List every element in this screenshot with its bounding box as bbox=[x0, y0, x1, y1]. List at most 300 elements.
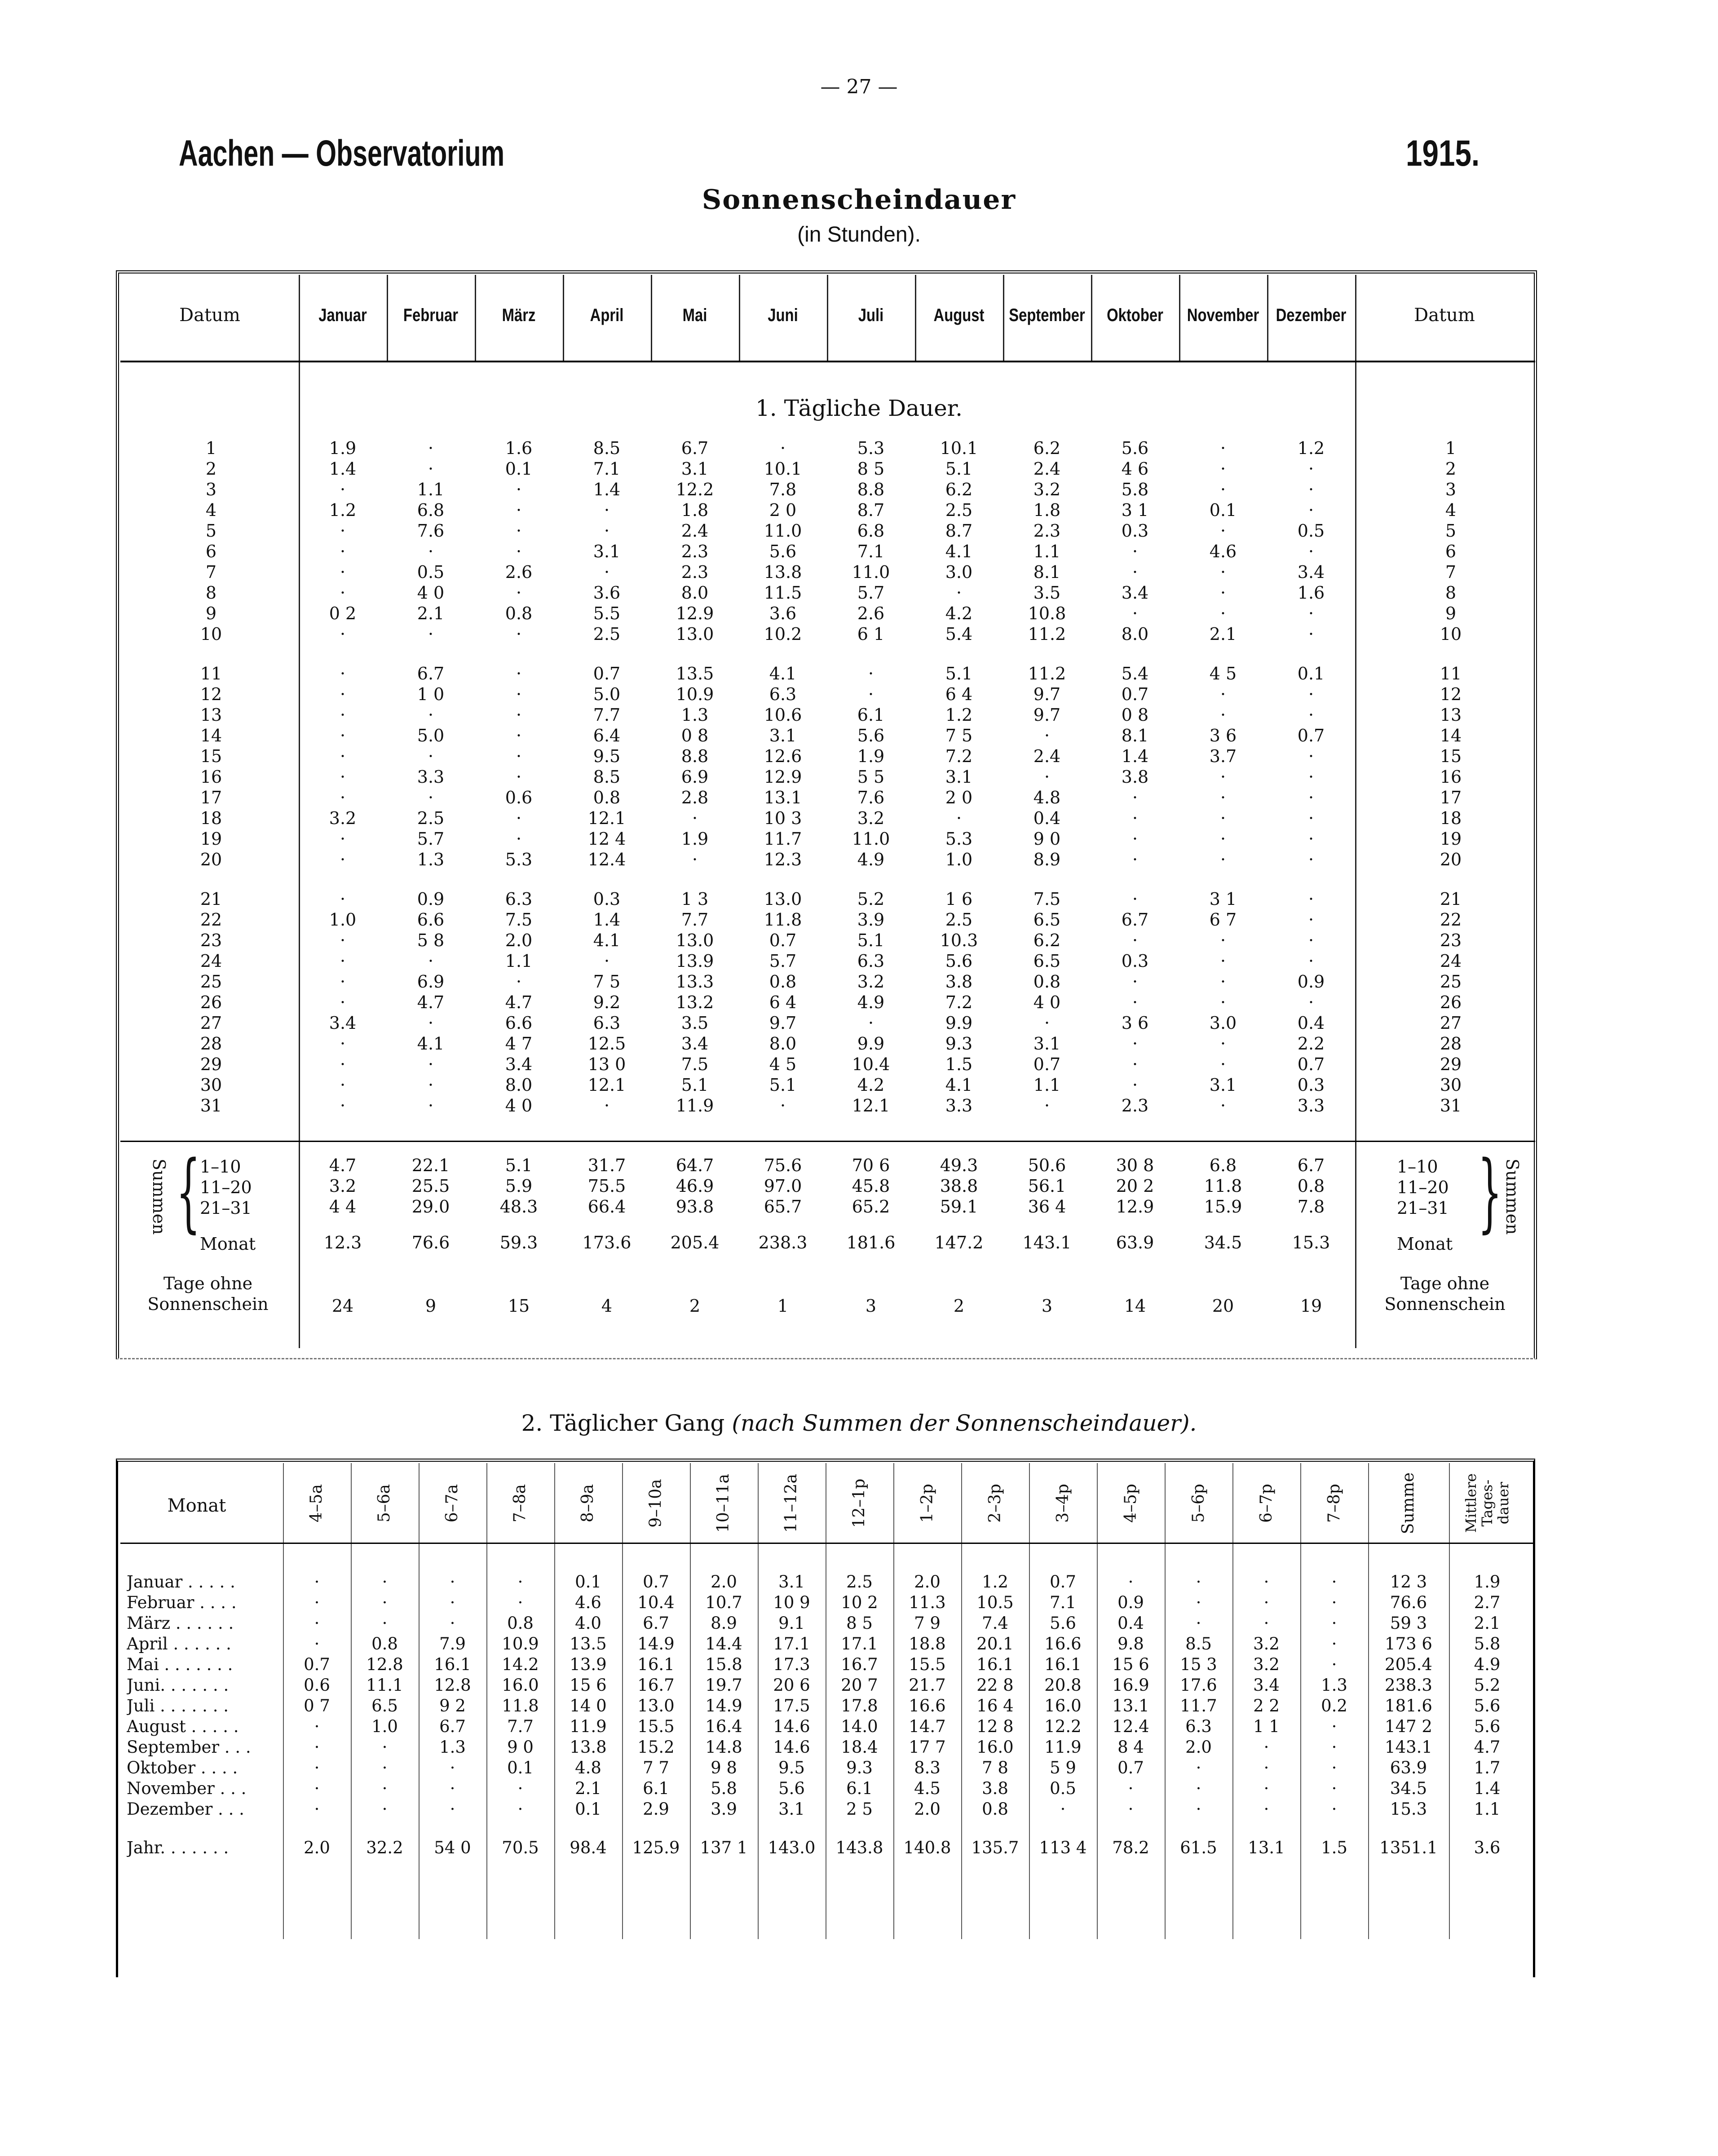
year-heading: 1915. bbox=[1406, 133, 1480, 174]
daily-value: 3.1 bbox=[1033, 1034, 1061, 1054]
hour-header-text: 11–12a bbox=[782, 1473, 801, 1533]
day-label-right: 17 bbox=[1440, 788, 1462, 807]
hourly-row-label: Januar . . . . . bbox=[127, 1572, 235, 1592]
daily-value: 13.9 bbox=[676, 951, 714, 971]
hour-header bbox=[1049, 1465, 1076, 1541]
summen-row-label: 11–20 bbox=[200, 1177, 252, 1197]
daily-value: 3.8 bbox=[1121, 767, 1149, 787]
daily-value: 1.9 bbox=[329, 438, 357, 458]
hourly-value: · bbox=[517, 1779, 523, 1798]
hourly-mittel: 1.9 bbox=[1474, 1572, 1501, 1592]
daily-value: · bbox=[1308, 930, 1314, 950]
month-header: Januar bbox=[318, 305, 367, 325]
daily-value: 6.5 bbox=[1033, 910, 1061, 930]
hourly-row-label: Oktober . . . . bbox=[127, 1758, 238, 1777]
hourly-row-label: Juli . . . . . . . bbox=[127, 1696, 229, 1715]
daily-value: 3.4 bbox=[1297, 562, 1325, 582]
hourly-value: 11.7 bbox=[1180, 1696, 1217, 1715]
right-brace: } bbox=[1478, 1142, 1502, 1242]
summen-value: 5.1 bbox=[505, 1155, 533, 1175]
summen-value: 75.6 bbox=[764, 1155, 802, 1175]
day-label-right: 11 bbox=[1440, 664, 1462, 683]
hour-header-text: 5–6p bbox=[1189, 1483, 1208, 1523]
hourly-value: 0.4 bbox=[1117, 1614, 1144, 1633]
day-label: 12 bbox=[200, 684, 222, 704]
hourly-value: 9 2 bbox=[439, 1696, 466, 1715]
hourly-value: 5.8 bbox=[711, 1779, 737, 1798]
mittlere-header-text: Mittlere Tages-dauer bbox=[1462, 1473, 1512, 1533]
daily-value: 5.4 bbox=[1121, 664, 1149, 683]
day-label-right: 6 bbox=[1445, 542, 1457, 561]
daily-value: · bbox=[1132, 850, 1138, 869]
hourly-value: 13.1 bbox=[1248, 1838, 1285, 1857]
daily-value: 8.8 bbox=[681, 746, 709, 766]
daily-value: 2.5 bbox=[593, 624, 621, 644]
daily-value: 3.3 bbox=[417, 767, 445, 787]
hourly-value: 7.4 bbox=[982, 1614, 1008, 1633]
month-header: August bbox=[933, 305, 985, 325]
hourly-value: 2.9 bbox=[643, 1799, 669, 1819]
day-label-right: 1 bbox=[1445, 438, 1457, 458]
daily-value: 13.3 bbox=[676, 972, 714, 992]
hourly-summe: 205.4 bbox=[1385, 1655, 1432, 1674]
daily-value: 3.5 bbox=[1033, 583, 1061, 603]
daily-value: 6.7 bbox=[1121, 910, 1149, 930]
hourly-value: · bbox=[1263, 1593, 1269, 1612]
daily-value: · bbox=[1308, 788, 1314, 807]
hourly-value: 17.6 bbox=[1180, 1675, 1217, 1695]
daily-value: 9.9 bbox=[857, 1034, 885, 1054]
hourly-value: · bbox=[1331, 1593, 1337, 1612]
daily-value: · bbox=[428, 459, 434, 479]
hourly-value: · bbox=[314, 1572, 320, 1592]
day-label: 1 bbox=[205, 438, 217, 458]
daily-value: 9.9 bbox=[945, 1013, 973, 1033]
section-title-hourly bbox=[0, 1410, 1718, 1436]
hourly-value: · bbox=[382, 1779, 388, 1798]
month-header: Juli bbox=[858, 305, 884, 325]
hourly-value: · bbox=[1331, 1758, 1337, 1777]
daily-value: 0 8 bbox=[681, 726, 709, 745]
hourly-value: 9 8 bbox=[711, 1758, 737, 1777]
daily-value: 1.0 bbox=[945, 850, 973, 869]
daily-value: 6.7 bbox=[417, 664, 445, 683]
ohne-value: 19 bbox=[1300, 1296, 1322, 1316]
hourly-value: 0.5 bbox=[1050, 1779, 1076, 1798]
daily-value: · bbox=[1220, 850, 1226, 869]
month-header: Juni bbox=[768, 305, 798, 325]
daily-value: 4 0 bbox=[505, 1096, 533, 1115]
hourly-value: 19.7 bbox=[705, 1675, 742, 1695]
hourly-value: 3.8 bbox=[982, 1779, 1008, 1798]
hourly-value: 54 0 bbox=[434, 1838, 471, 1857]
ohne-value: 1 bbox=[777, 1296, 789, 1316]
daily-value: 1.2 bbox=[945, 705, 973, 725]
hourly-value: 11.9 bbox=[1044, 1737, 1082, 1757]
daily-value: · bbox=[516, 808, 522, 828]
hourly-value: · bbox=[1196, 1758, 1201, 1777]
hourly-value: 17.3 bbox=[773, 1655, 810, 1674]
hourly-value: 15 3 bbox=[1180, 1655, 1217, 1674]
hourly-value: · bbox=[517, 1799, 523, 1819]
daily-value: · bbox=[604, 500, 610, 520]
daily-value: 3 6 bbox=[1209, 726, 1237, 745]
day-label-right: 19 bbox=[1440, 829, 1462, 849]
daily-value: 7.5 bbox=[681, 1054, 709, 1074]
hourly-value: 1.3 bbox=[1321, 1675, 1347, 1695]
daily-value: 0.7 bbox=[593, 664, 621, 683]
day-label: 17 bbox=[200, 788, 222, 807]
hourly-value: · bbox=[382, 1572, 388, 1592]
daily-value: · bbox=[604, 951, 610, 971]
summen-value: 22.1 bbox=[411, 1155, 450, 1175]
daily-value: 10.4 bbox=[852, 1054, 890, 1074]
hour-header-text: 12–1p bbox=[850, 1478, 869, 1528]
summen-value: 93.8 bbox=[676, 1197, 714, 1217]
daily-value: · bbox=[1308, 624, 1314, 644]
hourly-value: 61.5 bbox=[1180, 1838, 1217, 1857]
daily-value: 4 6 bbox=[1121, 459, 1149, 479]
daily-value: 5.3 bbox=[945, 829, 973, 849]
daily-value: 6.4 bbox=[593, 726, 621, 745]
hourly-value: 16.1 bbox=[1044, 1655, 1082, 1674]
daily-value: 0.8 bbox=[593, 788, 621, 807]
daily-value: 5.7 bbox=[769, 951, 797, 971]
hourly-value: 0.7 bbox=[1117, 1758, 1144, 1777]
hourly-value: 7.9 bbox=[439, 1634, 466, 1653]
daily-value: 3.4 bbox=[681, 1034, 709, 1054]
daily-value: 0.8 bbox=[505, 604, 533, 623]
daily-value: · bbox=[1308, 889, 1314, 909]
hourly-mittel: 4.7 bbox=[1474, 1737, 1501, 1757]
daily-value: 4.1 bbox=[769, 664, 797, 683]
daily-value: · bbox=[516, 542, 522, 561]
daily-value: 1.9 bbox=[857, 746, 885, 766]
daily-value: 2.3 bbox=[1033, 521, 1061, 541]
hourly-value: · bbox=[450, 1593, 455, 1612]
hourly-value: · bbox=[1196, 1799, 1201, 1819]
hourly-value: 11.1 bbox=[366, 1675, 403, 1695]
hourly-row-label: Juni. . . . . . . bbox=[127, 1675, 229, 1695]
daily-value: · bbox=[1308, 500, 1314, 520]
daily-value: 7.5 bbox=[505, 910, 533, 930]
daily-value: · bbox=[516, 583, 522, 603]
daily-value: 5.1 bbox=[945, 459, 973, 479]
daily-value: · bbox=[1132, 930, 1138, 950]
daily-value: 8.0 bbox=[769, 1034, 797, 1054]
daily-value: 4.9 bbox=[857, 992, 885, 1012]
hourly-summe: 173 6 bbox=[1385, 1634, 1432, 1653]
daily-value: 5.1 bbox=[769, 1075, 797, 1095]
daily-value: 5.6 bbox=[769, 542, 797, 561]
daily-value: 1.2 bbox=[1297, 438, 1325, 458]
daily-value: 10 3 bbox=[764, 808, 802, 828]
hourly-value: 78.2 bbox=[1112, 1838, 1149, 1857]
daily-value: · bbox=[428, 624, 434, 644]
month-header: September bbox=[1009, 305, 1085, 325]
hourly-row-label: September . . . bbox=[127, 1737, 251, 1757]
daily-value: 3.1 bbox=[945, 767, 973, 787]
hourly-value: 0.1 bbox=[507, 1758, 534, 1777]
hour-header bbox=[846, 1465, 873, 1541]
day-label-right: 12 bbox=[1440, 684, 1462, 704]
month-header: Oktober bbox=[1107, 305, 1163, 325]
hourly-value: 70.5 bbox=[502, 1838, 539, 1857]
daily-value: 0.8 bbox=[1033, 972, 1061, 992]
hourly-value: 22 8 bbox=[976, 1675, 1014, 1695]
daily-value: 3.1 bbox=[681, 459, 709, 479]
day-label-right: 5 bbox=[1445, 521, 1457, 541]
day-label-right: 10 bbox=[1440, 624, 1462, 644]
daily-value: · bbox=[340, 850, 346, 869]
hourly-value: 1.3 bbox=[439, 1737, 466, 1757]
daily-value: 4.8 bbox=[1033, 788, 1061, 807]
daily-value: 13.0 bbox=[764, 889, 802, 909]
daily-value: · bbox=[340, 829, 346, 849]
hourly-value: 113 4 bbox=[1039, 1838, 1087, 1857]
hourly-value: 15 6 bbox=[1112, 1655, 1149, 1674]
daily-value: 7.1 bbox=[857, 542, 885, 561]
daily-value: · bbox=[340, 684, 346, 704]
hourly-value: 2.1 bbox=[575, 1779, 601, 1798]
day-label-right: 2 bbox=[1445, 459, 1457, 479]
month-header: Mai bbox=[682, 305, 707, 325]
daily-value: 4.1 bbox=[417, 1034, 445, 1054]
day-label-right: 8 bbox=[1445, 583, 1457, 603]
hourly-value: · bbox=[517, 1572, 523, 1592]
hourly-value: 6.3 bbox=[1185, 1717, 1212, 1736]
daily-value: · bbox=[340, 788, 346, 807]
daily-value: · bbox=[340, 992, 346, 1012]
daily-value: 9.5 bbox=[593, 746, 621, 766]
daily-value: 3.9 bbox=[857, 910, 885, 930]
hourly-mittel: 5.6 bbox=[1474, 1696, 1501, 1715]
hourly-value: · bbox=[450, 1779, 455, 1798]
hourly-value: · bbox=[1263, 1572, 1269, 1592]
summen-value: 65.7 bbox=[764, 1197, 802, 1217]
summen-value: 30 8 bbox=[1116, 1155, 1154, 1175]
hourly-value: 4.0 bbox=[575, 1614, 601, 1633]
summen-row-label-right: Monat bbox=[1397, 1234, 1453, 1254]
daily-value: 3.3 bbox=[945, 1096, 973, 1115]
daily-value: · bbox=[1308, 459, 1314, 479]
column-rule bbox=[739, 275, 740, 362]
daily-value: 2.5 bbox=[945, 500, 973, 520]
daily-value: · bbox=[1308, 850, 1314, 869]
hourly-value: 98.4 bbox=[570, 1838, 607, 1857]
ohne-value: 2 bbox=[953, 1296, 965, 1316]
daily-value: 1.6 bbox=[505, 438, 533, 458]
daily-value: 2.6 bbox=[505, 562, 533, 582]
hourly-value: · bbox=[314, 1799, 320, 1819]
daily-value: 5.7 bbox=[417, 829, 445, 849]
day-label: 16 bbox=[200, 767, 222, 787]
daily-value: 4.7 bbox=[417, 992, 445, 1012]
daily-value: 4 0 bbox=[417, 583, 445, 603]
day-label-right: 21 bbox=[1440, 889, 1462, 909]
ohne-value: 9 bbox=[425, 1296, 437, 1316]
hourly-value: · bbox=[382, 1593, 388, 1612]
summen-row-label: 1–10 bbox=[200, 1157, 241, 1177]
day-label: 5 bbox=[205, 521, 217, 541]
hourly-value: 5.6 bbox=[1050, 1614, 1076, 1633]
daily-value: 4 5 bbox=[769, 1054, 797, 1074]
monat-header: Monat bbox=[167, 1495, 226, 1516]
daily-value: · bbox=[1308, 604, 1314, 623]
day-label-right: 29 bbox=[1440, 1054, 1462, 1074]
daily-value: 6.2 bbox=[945, 480, 973, 499]
hourly-value: · bbox=[1128, 1779, 1134, 1798]
hourly-value: 20 6 bbox=[773, 1675, 810, 1695]
hourly-mittel: 5.6 bbox=[1474, 1717, 1501, 1736]
hourly-header-rule bbox=[120, 1543, 1535, 1544]
hourly-value: · bbox=[314, 1717, 320, 1736]
daily-value: 2.2 bbox=[1297, 1034, 1325, 1054]
hourly-value: 125.9 bbox=[632, 1838, 680, 1857]
daily-value: 7.2 bbox=[945, 746, 973, 766]
summen-value: 147.2 bbox=[934, 1233, 984, 1252]
daily-value: 12.1 bbox=[587, 808, 626, 828]
hourly-value: 20 7 bbox=[841, 1675, 878, 1695]
hourly-value: · bbox=[314, 1779, 320, 1798]
daily-value: · bbox=[1220, 562, 1226, 582]
hourly-value: 14.4 bbox=[705, 1634, 742, 1653]
day-label-right: 20 bbox=[1440, 850, 1462, 869]
daily-value: 0.1 bbox=[1209, 500, 1237, 520]
daily-value: 11.2 bbox=[1028, 664, 1066, 683]
day-label: 23 bbox=[200, 930, 222, 950]
hourly-mittel: 1.4 bbox=[1474, 1779, 1501, 1798]
day-label: 31 bbox=[200, 1096, 222, 1115]
day-label: 7 bbox=[205, 562, 217, 582]
daily-value: 3.7 bbox=[1209, 746, 1237, 766]
daily-value: 12.4 bbox=[587, 850, 626, 869]
daily-value: 6.6 bbox=[417, 910, 445, 930]
hour-header-text: 9–10a bbox=[646, 1478, 665, 1528]
daily-value: 7.6 bbox=[417, 521, 445, 541]
column-rule bbox=[475, 275, 476, 362]
hourly-value: 12.8 bbox=[434, 1675, 471, 1695]
summen-value: 5.9 bbox=[505, 1176, 533, 1196]
daily-value: · bbox=[340, 583, 346, 603]
summen-value: 143.1 bbox=[1022, 1233, 1072, 1252]
day-label: 19 bbox=[200, 829, 222, 849]
daily-value: 3.2 bbox=[1033, 480, 1061, 499]
daily-value: · bbox=[1220, 972, 1226, 992]
ohne-label-2: Sonnenschein bbox=[147, 1294, 269, 1314]
hourly-value: 14.6 bbox=[773, 1737, 810, 1757]
summen-value: 3.2 bbox=[329, 1176, 357, 1196]
daily-value: 3.4 bbox=[505, 1054, 533, 1074]
hourly-value: · bbox=[314, 1614, 320, 1633]
hour-header bbox=[574, 1465, 601, 1541]
daily-value: · bbox=[340, 624, 346, 644]
day-label: 3 bbox=[205, 480, 217, 499]
daily-value: · bbox=[340, 889, 346, 909]
daily-value: 1.4 bbox=[593, 910, 621, 930]
header-rule bbox=[120, 361, 1535, 362]
hourly-value: 0.8 bbox=[371, 1634, 398, 1653]
hourly-value: · bbox=[1331, 1634, 1337, 1653]
hourly-mittel: 4.9 bbox=[1474, 1655, 1501, 1674]
datum-header-right: Datum bbox=[1414, 305, 1475, 326]
day-label: 2 bbox=[205, 459, 217, 479]
ohne-value: 4 bbox=[601, 1296, 613, 1316]
page-number: — 27 — bbox=[820, 75, 898, 98]
daily-value: · bbox=[340, 1096, 346, 1115]
daily-value: 6.7 bbox=[681, 438, 709, 458]
daily-value: · bbox=[1220, 705, 1226, 725]
daily-value: · bbox=[516, 829, 522, 849]
day-label-right: 13 bbox=[1440, 705, 1462, 725]
daily-value: · bbox=[1044, 1013, 1050, 1033]
hourly-value: 14.6 bbox=[773, 1717, 810, 1736]
daily-value: 6.3 bbox=[593, 1013, 621, 1033]
hourly-value: 13.9 bbox=[570, 1655, 607, 1674]
daily-value: · bbox=[1220, 684, 1226, 704]
day-label: 14 bbox=[200, 726, 222, 745]
summen-value: 38.8 bbox=[940, 1176, 978, 1196]
hourly-value: 4.8 bbox=[575, 1758, 601, 1777]
hourly-value: 14.2 bbox=[502, 1655, 539, 1674]
hourly-value: 6.1 bbox=[643, 1779, 669, 1798]
daily-value: 0.4 bbox=[1033, 808, 1061, 828]
daily-value: 6.9 bbox=[681, 767, 709, 787]
daily-value: · bbox=[1132, 788, 1138, 807]
hourly-value: 1.5 bbox=[1321, 1838, 1347, 1857]
hourly-value: 1 1 bbox=[1253, 1717, 1280, 1736]
hourly-row-label: Mai . . . . . . . bbox=[127, 1655, 233, 1674]
daily-value: 1.9 bbox=[681, 829, 709, 849]
daily-value: · bbox=[516, 624, 522, 644]
hourly-value: · bbox=[1263, 1737, 1269, 1757]
hourly-summe: 12 3 bbox=[1390, 1572, 1427, 1592]
mittlere-header bbox=[1462, 1465, 1512, 1541]
hourly-value: · bbox=[382, 1799, 388, 1819]
daily-value: 4.6 bbox=[1209, 542, 1237, 561]
daily-value: · bbox=[340, 1054, 346, 1074]
daily-value: 13.8 bbox=[764, 562, 802, 582]
hourly-value: 16 4 bbox=[976, 1696, 1014, 1715]
hourly-value: 4.5 bbox=[914, 1779, 941, 1798]
daily-value: · bbox=[340, 726, 346, 745]
daily-value: 13.0 bbox=[676, 624, 714, 644]
hourly-value: 3.1 bbox=[778, 1572, 805, 1592]
hourly-value: 16.1 bbox=[434, 1655, 471, 1674]
hourly-value: 9.1 bbox=[778, 1614, 805, 1633]
daily-value: 10.2 bbox=[764, 624, 802, 644]
day-label-right: 28 bbox=[1440, 1034, 1462, 1054]
hour-header-text: 7–8a bbox=[511, 1484, 530, 1522]
hourly-value: 7 7 bbox=[643, 1758, 669, 1777]
month-header: November bbox=[1187, 305, 1259, 325]
hourly-value: 20.1 bbox=[976, 1634, 1014, 1653]
hourly-value: 0.7 bbox=[1050, 1572, 1076, 1592]
hourly-value: 16.9 bbox=[1112, 1675, 1149, 1695]
daily-value: 4.1 bbox=[945, 542, 973, 561]
daily-value: · bbox=[1308, 767, 1314, 787]
daily-value: · bbox=[1220, 808, 1226, 828]
daily-value: 13 0 bbox=[587, 1054, 626, 1074]
hourly-value: 2.5 bbox=[846, 1572, 873, 1592]
daily-value: 0.1 bbox=[505, 459, 533, 479]
daily-value: 11.7 bbox=[764, 829, 802, 849]
daily-value: 1.1 bbox=[1033, 1075, 1061, 1095]
day-label-right: 7 bbox=[1445, 562, 1457, 582]
daily-value: · bbox=[1132, 808, 1138, 828]
daily-value: 3.3 bbox=[1297, 1096, 1325, 1115]
summen-value: 75.5 bbox=[587, 1176, 626, 1196]
